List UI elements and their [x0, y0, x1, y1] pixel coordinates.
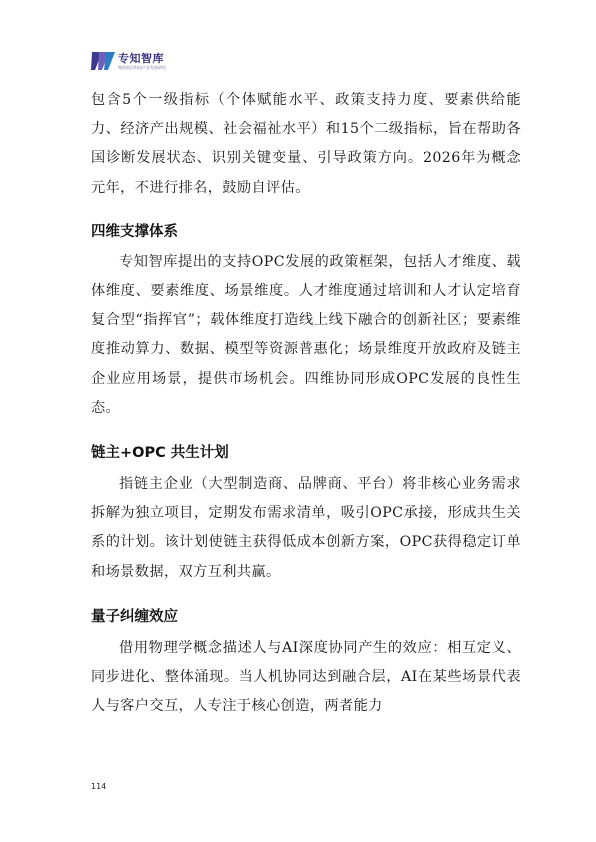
- logo-mark-icon: [91, 51, 115, 71]
- section-body-symbiosis-plan: 指链主企业（大型制造商、品牌商、平台）将非核心业务需求拆解为独立项目，定期发布需求清单，吸引OPC承接，形成共生关系的计划。该计划使链主获得低成本创新方案，OPC获得稳定订单和场景数据，双方互利共赢。: [91, 476, 521, 580]
- logo-text: [118, 53, 166, 70]
- logo-subtitle: 聚焦前沿科技产业发展研究: [118, 64, 166, 70]
- page-number: 114: [91, 782, 107, 791]
- document-body: [91, 86, 521, 721]
- section-body-four-dimension: 专知智库提出的支持OPC发展的政策框架，包括人才维度、载体维度、要素维度、场景维度。人才维度通过培训和人才认定培育复合型“指挥官”；载体维度打造线上线下融合的创新社区；要素维度推动算力、数据、模型等资源普惠化；场景维度开放政府及链主企业应用场景，提供市场机会。四维协同形成OPC发展的良性生态。: [91, 253, 521, 416]
- section-heading-four-dimension: 四维支撑体系: [91, 223, 178, 240]
- section-body-quantum-entanglement: 借用物理学概念描述人与AI深度协同产生的效应：相互定义、同步进化、整体涌现。当人机协同达到融合层，AI在某些场景代表人与客户交互，人专注于核心创造，两者能力: [91, 639, 521, 715]
- brand-logo: [91, 50, 166, 72]
- logo-name: 专知智库: [118, 51, 164, 65]
- section-heading-symbiosis-plan: 链主+OPC 共生计划: [91, 445, 229, 462]
- section-heading-quantum-entanglement: 量子纠缠效应: [91, 608, 178, 625]
- intro-paragraph: 包含5个一级指标（个体赋能水平、政策支持力度、要素供给能力、经济产出规模、社会福祉水平）和15个二级指标，旨在帮助各国诊断发展状态、识别关键变量、引导政策方向。2026年为概念元年，不进行排名，鼓励自评估。: [91, 92, 521, 196]
